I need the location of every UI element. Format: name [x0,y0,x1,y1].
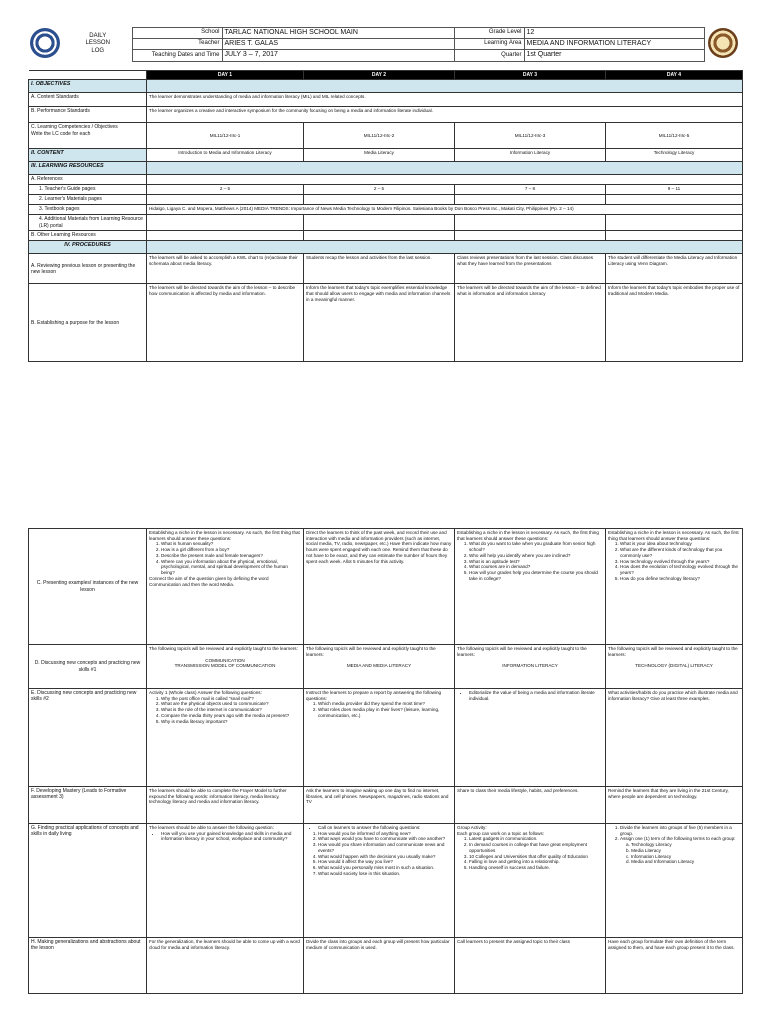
procedure-h-day-1: For the generalization, the learners should be able to come up with a word cloud for media and information literacy. [147,938,304,994]
procedure-g-day-3-list [457,836,603,870]
procedure-e-day-2-list [306,701,452,718]
term-item: d. Media and Information Literacy [626,859,695,865]
list-item: 1. Why the post office mail is called "snail mail"? [161,696,301,702]
lesson-table-part-2 [28,528,743,994]
procedure-c-day-2: Direct the learners to think of the past week, and record their use and interaction with media and information providers (such as internet, social media, TV, radio, newspaper, etc.) Have them indicate how many hours were spent engaged with each one. Remind them that these do not have to be exact, and they can estimate the number of hours they spent each week. Allot 5 minutes for this activity. [304,529,455,645]
procedure-h-label: H. Making generalizations and abstractions about the lesson [29,938,147,994]
objectives-section-row [29,80,743,93]
list-item: 1. Divide the learners into groups of five (5) members in a group. [620,825,740,836]
procedure-b-day-4: Inform the learners that today's topic embodies the proper use of traditional and Modern Media. [606,284,743,362]
procedure-a-day-4: The student will differentiate the Media Literacy and Information Literacy using Venn Diagram. [606,254,743,284]
quarter-label: Quarter [454,50,524,61]
learners-materials-label: 2. Learner's Materials pages [29,195,147,205]
list-item: 5. How would it affect the way you live? [318,859,452,865]
list-item: 3. Describe the present male and female teenagers? [161,553,301,559]
procedure-e-day-3 [455,689,606,787]
list-item: 4. What courses are in demand? [469,564,603,570]
procedure-e-day-4: What activities/habits do you practice which illustrate media and information literacy? Give at least three examples. [606,689,743,787]
procedure-e-day-3-list [457,690,603,701]
area-value: MEDIA AND INFORMATION LITERACY [524,39,704,50]
list-item: 3. How would you share information and communicate news and events? [318,842,452,853]
performance-standards-row [29,107,743,123]
competencies-label: C. Learning Competencies / Objectives Write the LC code for each [29,123,147,149]
content-standards-text: The learner demonstrates understanding of media and information literacy (MIL) and MIL related concepts. [147,93,743,107]
day-header-row [29,71,743,80]
procedure-h-day-4: Have each group formulate their own definition of the term assigned to them, and have each group present it to the class. [606,938,743,994]
additional-materials-row [29,215,743,231]
procedure-c-day-1-tail: Connect the aim of the question given by defining the word Communication and then the word Media. [149,575,269,587]
procedure-d-day-4 [606,645,743,689]
content-standards-row [29,93,743,107]
procedure-d-day-3 [455,645,606,689]
list-item: 3. What is the role of the internet in communication? [161,707,301,713]
procedure-e-day-1-list [149,696,301,725]
list-item: • Call on learners to answer the following questions: [318,825,452,831]
procedure-g-day-1 [147,824,304,938]
procedure-b-row [29,284,743,362]
additional-materials-label: 4. Additional Materials from Learning Resource (LR) portal [29,215,147,231]
procedure-c-day-1-intro: Establishing a niche in the lesson is necessary. As such, the first thing that learners should answer these questions: [149,530,300,541]
term-item: b. Media Literacy [626,847,661,853]
procedure-e-day-2-intro: Instruct the learners to prepare a report by answering the following questions: [306,690,442,701]
procedure-b-day-3: The learners will be directed towards the aim of the lesson – to defined what is information and information Literacy [455,284,606,362]
list-item: 1. How would you be informed of anything new? [318,831,452,837]
procedure-c-day-4-list [608,541,740,581]
procedure-a-day-3: Class reviews presentations from the last session. Class discusses what they have learned from the presentations [455,254,606,284]
procedure-g-day-3-intro: Group Activity: Each group can work on a topic as follows: [457,825,545,836]
list-item: 1. What is your idea about technology [620,541,740,547]
procedures-section-row [29,241,743,254]
list-item: 1. What is human sexuality? [161,541,301,547]
procedure-g-day-4 [606,824,743,938]
day-4-header: DAY 4 [606,71,743,80]
procedure-a-label: A. Reviewing previous lesson or presenting the new lesson [29,254,147,284]
other-resources-row [29,231,743,241]
procedure-f-row [29,787,743,824]
lesson-table-part-1 [28,70,743,362]
procedure-e-day-1 [147,689,304,787]
list-item: 1. Which media provider did they spend the most time? [318,701,452,707]
procedure-c-day-4-intro: Establishing a niche in the lesson is necessary. As such, the first thing that learners should answer these questions: [608,530,739,541]
procedure-d-intro: The following topic/s will be reviewed and explicitly taught to the learners: [608,646,738,657]
procedure-b-day-1: The learners will be directed towards the aim of the lesson – to describe how communication is affected by media and information. [147,284,304,362]
procedure-g-row [29,824,743,938]
list-item: 2. Who will help you identify where you are inclined? [469,553,603,559]
list-item: • Editorialize the value of being a media and information literate individual. [469,690,603,701]
procedure-d-topic-1: COMMUNICATION TRANSMISSION MODEL OF COMMUNICATION [174,657,276,669]
list-item: 4. Where can you information about the physical, emotional, psychological, mental, and spiritual development of the human being? [161,559,301,576]
teacher-value: ARIES T. GALAS [222,39,454,50]
list-item: 5. How will your grades help you determine the course you should take in college? [469,570,603,581]
content-title: II. CONTENT [29,149,147,162]
procedure-h-day-3: Call learners to present the assigned topic to their class [455,938,606,994]
area-label: Learning Area [454,39,524,50]
procedure-f-day-1: The learners should be able to complete the Frayer Model to further expound the following words: information literacy, media literacy, technology literacy and media and information literacy. [147,787,304,824]
procedure-h-day-2: Divide the class into groups and each group will present how particular medium of communication is used. [304,938,455,994]
list-item: • How will you use your gained knowledge and skills in media and information literacy in your school, workplace and community? [161,831,301,842]
term-item: c. Information Literacy [626,853,672,859]
resources-title: III. LEARNING RESOURCES [29,162,147,175]
procedure-c-day-1-list [149,541,301,575]
list-item: 2. What ways would you have to communicate with one another? [318,836,452,842]
dll-title: DAILY LESSON LOG [85,32,110,55]
guide-pages-day-3: 7 – 8 [455,185,606,195]
list-item: 1. What do you want to take when you graduate from senior high school? [469,541,603,552]
header-block [26,27,742,61]
procedure-e-day-1-intro: Activity 1 (Whole class) Answer the following questions: [149,690,262,695]
procedure-c-label: C. Presenting examples/ instances of the new lesson [29,529,147,645]
other-resources-label: B. Other Learning Resources [29,231,147,241]
procedure-c-day-1 [147,529,304,645]
performance-standards-text: The learner organizes a creative and interactive symposium for the community focusing on being a media and information literate individual. [147,107,743,123]
list-item: 3. 10 Colleges and Universities that offer quality of Education [469,854,603,860]
content-day-1: Introduction to Media and Information Literacy [147,149,304,162]
references-row [29,175,743,185]
procedure-h-row [29,938,743,994]
procedure-g-day-1-list [149,831,301,842]
lc-code-day-2: MIL11/12-IIIc-2 [304,123,455,149]
school-value: TARLAC NATIONAL HIGH SCHOOL MAIN [222,28,454,39]
procedure-f-day-2: Ask the learners to imagine waking up one day to find no internet, libraries, and cell phones. Newspapers, magazines, radio stations and TV [304,787,455,824]
content-day-3: Information Literacy [455,149,606,162]
lc-code-day-1: MIL11/12-IIIc-1 [147,123,304,149]
list-item: 4. What would happen with the decisions you usually make? [318,854,452,860]
teachers-guide-label: 1. Teacher's Guide pages [29,185,147,195]
procedure-d-topic-3: INFORMATION LITERACY [502,663,558,669]
procedure-c-day-3-intro: Establishing a niche in the lesson is necessary. As such, the first thing that learners should answer these questions: [457,530,599,541]
list-item: 2. What are the physical objects used to communicate? [161,701,301,707]
list-item: 4. Falling in love and getting into a relationship. [469,859,603,865]
procedure-f-day-3: Share to class their media lifestyle, habits, and preferences. [455,787,606,824]
term-item: a. Technology Literacy [626,842,672,848]
procedure-d-topic-4: TECHNOLOGY (DIGITAL) LITERACY [635,663,713,669]
list-item: 1. Latest gadgets in communication. [469,836,603,842]
procedure-d-row [29,645,743,689]
lc-code-day-3: MIL11/12-IIIc-3 [455,123,606,149]
lc-code-day-4: MIL11/12-IIIc-5 [606,123,743,149]
performance-standards-label: B. Performance Standards [29,107,147,123]
grade-label: Grade Level [454,28,524,39]
textbook-label: 3. Textbook pages [29,205,147,215]
procedure-a-day-1: The learners will be asked to accomplish a KWL chart to (re)activate their schemata about media literacy. [147,254,304,284]
procedure-c-day-4 [606,529,743,645]
school-seal-logo [704,28,742,62]
list-item: 6. What would you personally miss most in such a situation. [318,865,452,871]
procedure-e-row [29,689,743,787]
dates-label: Teaching Dates and Time [132,50,222,61]
dates-value: JULY 3 – 7, 2017 [222,50,454,61]
procedure-g-label: G. Finding practical applications of concepts and skills in daily living [29,824,147,938]
list-item: 2. How is a girl different from a boy? [161,547,301,553]
deped-seal-logo [26,28,64,62]
procedure-f-day-4: Remind the learners that they are living in the 21st Century, where people are dependent on technology. [606,787,743,824]
list-item: 5. How do you define technology literacy? [620,576,740,582]
list-item: 3. What is an aptitude test? [469,559,603,565]
day-2-header: DAY 2 [304,71,455,80]
procedure-d-intro: The following topic/s will be reviewed and explicitly taught to the learners: [306,646,436,657]
procedure-d-intro: The following topic/s will be reviewed and explicitly taught to the learners: [149,646,298,651]
procedure-e-day-2 [304,689,455,787]
procedure-a-day-2: Students recap the lesson and activities from the last session. [304,254,455,284]
list-item: 2. Assign one (1) term of the following terms to each group: [620,836,740,842]
procedures-title: IV. PROCEDURES [29,241,147,254]
procedure-a-row [29,254,743,284]
content-day-2: Media Literacy [304,149,455,162]
guide-pages-day-2: 2 – 5 [304,185,455,195]
guide-pages-day-4: 9 – 11 [606,185,743,195]
day-3-header: DAY 3 [455,71,606,80]
list-item: 7. What would society lose in this situation. [318,871,452,877]
list-item: 2. What are the different kinds of technology that you commonly use? [620,547,740,558]
list-item: 4. How does the evolution of technology evolved through the years? [620,564,740,575]
teacher-label: Teacher [132,39,222,50]
content-section-row [29,149,743,162]
procedure-d-topic-2: MEDIA AND MEDIA LITERACY [346,663,412,669]
list-item: 2. In demand courses in college that have great employment opportunities [469,842,603,853]
procedure-d-day-1 [147,645,304,689]
textbook-text: Hidalgo, Ligaya C. and Mopera, Matthews A (2014) MEDIA TRENDS: Importance of News Media Technology to Modern Filipinos. Salesiana Books by Don Bosco Press Inc., Makati City, Philippines (Pp. 2 – 14) [147,205,743,215]
competencies-row [29,123,743,149]
teachers-guide-row [29,185,743,195]
list-item: 5. Why is media literacy important? [161,719,301,725]
content-day-4: Technology Literacy [606,149,743,162]
list-item: 4. Compare the media thirty years ago with the media at present? [161,713,301,719]
quarter-value: 1st Quarter [524,50,704,61]
learners-materials-row [29,195,743,205]
procedure-g-day-2 [304,824,455,938]
procedure-b-day-2: Inform the learners that today's topic exemplifies essential knowledge that should allow users to engage with media and information channels in a meaningful manner. [304,284,455,362]
procedure-e-label: E. Discussing new concepts and practicing new skills #2 [29,689,147,787]
procedure-d-day-2 [304,645,455,689]
list-item: 5. Handling oneself in success and failure. [469,865,603,871]
procedure-d-label: D. Discussing new concepts and practicing new skills #1 [29,645,147,689]
resources-section-row [29,162,743,175]
references-label: A. References [29,175,147,185]
objectives-title: I. OBJECTIVES [29,80,147,93]
guide-pages-day-1: 2 – 5 [147,185,304,195]
procedure-g-day-3 [455,824,606,938]
procedure-c-day-3 [455,529,606,645]
procedure-b-label: B. Establishing a purpose for the lesson [29,284,147,362]
school-label: School [132,28,222,39]
procedure-c-row [29,529,743,645]
procedure-g-day-2-list [306,831,452,877]
procedure-f-label: F. Developing Mastery (Leads to Formative assessment 3) [29,787,147,824]
list-item: 3. How technology evolved through the years? [620,559,740,565]
procedure-c-day-3-list [457,541,603,581]
day-1-header: DAY 1 [147,71,304,80]
procedure-g-day-4-list [608,825,740,842]
grade-value: 12 [524,28,704,39]
textbook-row [29,205,743,215]
procedure-d-intro: The following topic/s will be reviewed and explicitly taught to the learners: [457,646,587,657]
list-item: 2. What roles does media play in their lives? (leisure, learning, communication, etc.) [318,707,452,718]
procedure-g-day-1-intro: The learners should be able to answer the following question: [149,825,274,830]
content-standards-label: A. Content Standards [29,93,147,107]
